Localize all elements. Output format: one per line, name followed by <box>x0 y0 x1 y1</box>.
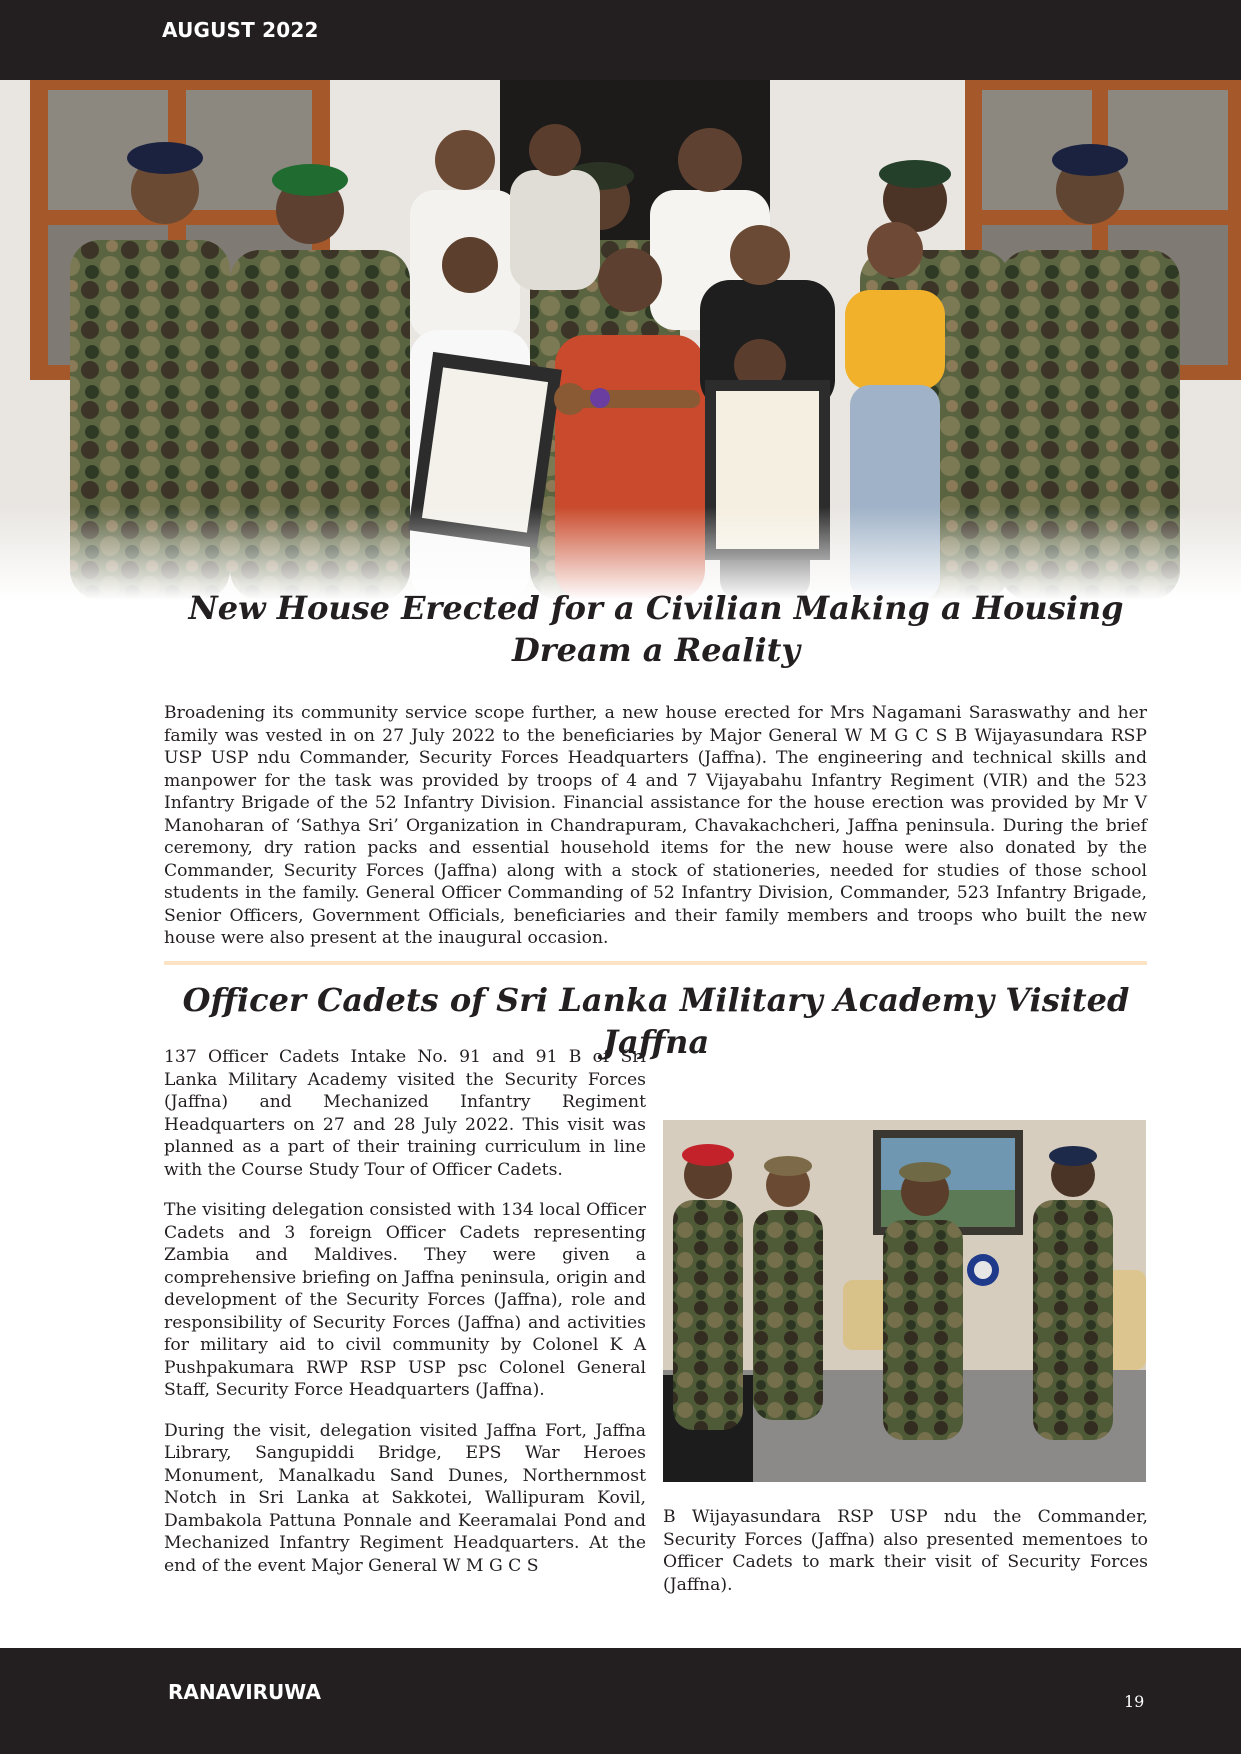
article-2-title: Officer Cadets of Sri Lanka Military Academy Visited Jaffna <box>182 981 1130 1061</box>
issue-date: AUGUST 2022 <box>162 18 319 42</box>
article-2-paragraph-1: 137 Officer Cadets Intake No. 91 and 91 B of Sri Lanka Military Academy visited the Security Forces (Jaffna) and Mechanized Infantry Regiment Headquarters on 27 and 28 July 2022. This visit was planned as a part of their training curriculum in line with the Course Study Tour of Officer Cadets. <box>164 1047 646 1180</box>
page-number: 19 <box>1124 1692 1145 1711</box>
top-header-bar <box>0 0 1241 80</box>
article-1-title: New House Erected for a Civilian Making a Housing Dream a Reality <box>188 589 1124 669</box>
article-2-left-column <box>164 1046 646 1595</box>
article-1-body: Broadening its community service scope further, a new house erected for Mrs Nagamani Saraswathy and her family was vested in on 27 July 2022 to the beneficiaries by Major General W M G C S B Wijayasundara RSP USP USP ndu Commander, Security Forces Headquarters (Jaffna). The engineering and technical skills and manpower for the task was provided by troops of 4 and 7 Vijayabahu Infantry Regiment (VIR) and the 523 Infantry Brigade of the 52 Infantry Division. Financial assistance for the house erection was provided by Mr V Manoharan of ‘Sathya Sri’ Organization in Chandrapuram, Chavakachcheri, Jaffna peninsula. During the brief ceremony, dry ration packs and essential household items for the new house were also donated by the Commander, Security Forces (Jaffna) along with a stock of stationeries, needed for studies of those school students in the family. General Officer Commanding of 52 Infantry Division, Commander, 523 Infantry Brigade, Senior Officers, Government Officials, beneficiaries and their family members and troops who built the new house were also present at the inaugural occasion. <box>164 703 1147 948</box>
article-2-paragraph-3: During the visit, delegation visited Jaffna Fort, Jaffna Library, Sangupiddi Bridge, EPS War Heroes Monument, Manalkadu Sand Dunes, Northernmost Notch in Sri Lanka at Sakkotei, Wallipuram Kovil, Dambakola Pattuna Ponnale and Keeramalai Pond and Mechanized Infantry Regiment Headquarters. At the end of the event Major General W M G C S <box>164 1420 646 1576</box>
magazine-name: RANAVIRUWA <box>168 1680 321 1704</box>
memento-presentation-photo <box>663 1120 1146 1482</box>
article-2-paragraph-2: The visiting delegation consisted with 134 local Officer Cadets and 3 foreign Officer Cadets representing Zambia and Maldives. They were given a comprehensive briefing on Jaffna peninsula, origin and development of the Security Forces (Jaffna), role and responsibility of Security Forces (Jaffna) and activities for military aid to civil community by Colonel K A Pushpakumara RWP RSP USP psc Colonel General Staff, Security Force Headquarters (Jaffna). <box>164 1200 646 1400</box>
article-2-continuation: B Wijayasundara RSP USP ndu the Commander, Security Forces (Jaffna) also presented mementoes to Officer Cadets to mark their visit of Security Forces (Jaffna). <box>663 1507 1148 1595</box>
section-divider <box>164 961 1147 965</box>
presentation-photo-icon <box>663 1120 1146 1482</box>
group-photo-icon <box>0 80 1241 600</box>
footer-bar <box>0 1648 1241 1754</box>
hero-group-photo <box>0 80 1241 600</box>
